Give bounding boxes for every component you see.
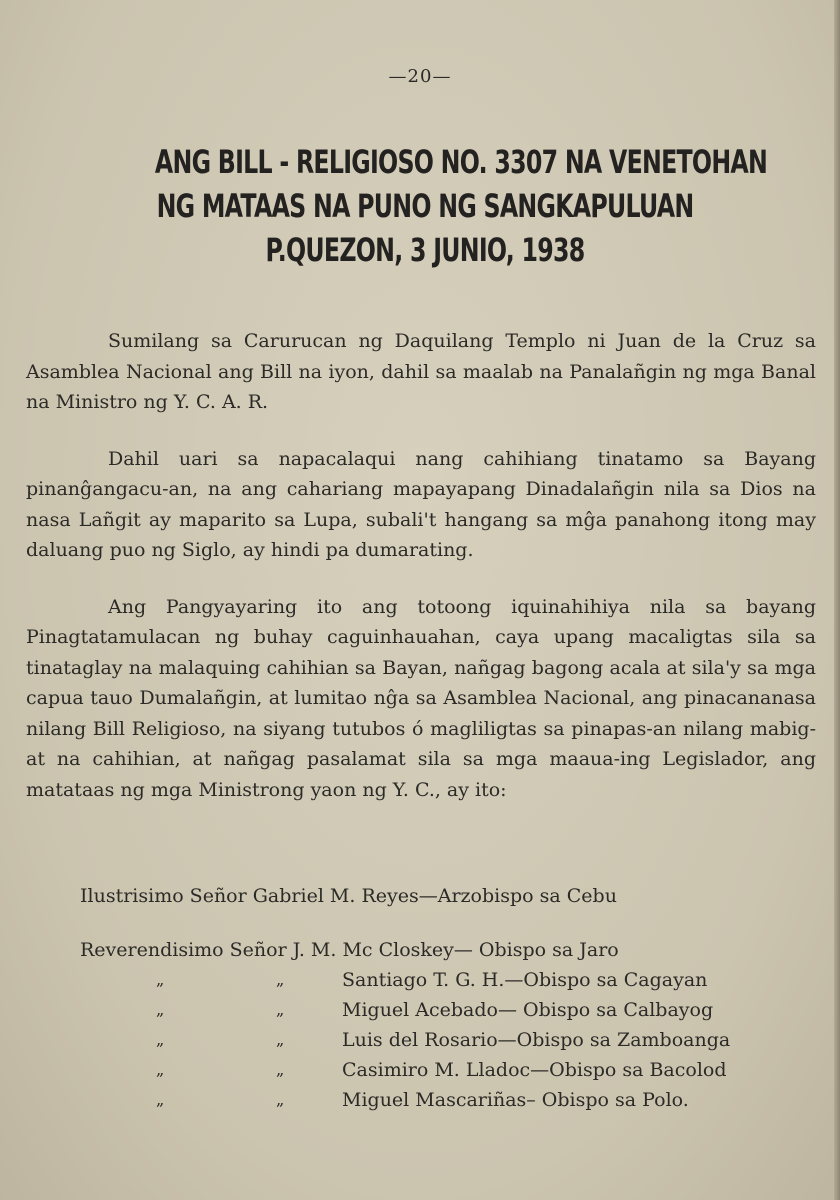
page-number: —20— (388, 66, 452, 87)
list-item (80, 995, 820, 1025)
page-title (154, 140, 768, 272)
clergy-list (80, 881, 820, 1115)
title-line-2: NG MATAAS NA PUNO NG SANGKAPULUAN (156, 187, 694, 225)
archbishop-line: Ilustrisimo Señor Gabriel M. Reyes—Arzobispo sa Cebu (80, 885, 617, 907)
ditto-mark: „ (276, 1030, 285, 1049)
ditto-mark: „ (276, 970, 285, 989)
ditto-mark: „ (276, 1090, 285, 1109)
ditto-mark: „ (156, 1090, 165, 1109)
ditto-mark: „ (156, 1000, 165, 1019)
ditto-mark: „ (156, 970, 165, 989)
title-line-3: P.QUEZON, 3 JUNIO, 1938 (265, 231, 585, 269)
list-item (80, 1085, 820, 1115)
title-line-1: ANG BILL - RELIGIOSO NO. 3307 NA VENETOHAN (154, 143, 768, 181)
list-item (80, 965, 820, 995)
ditto-mark: „ (276, 1060, 285, 1079)
paragraph-3: Ang Pangyayaring ito ang totoong iquinahihiya nila sa bayang Pinagtatamulacan ng buhay caguinhauahan, caya upang macaligtas sila sa tinataglay na malaquing cahihian sa Bayan, nañgag bagong acala at sila'y sa mga capua tauo Dumalañgin, at lumitao nĝa sa Asamblea Nacional, ang pinacananasa nilang Bill Religioso, na siyang tutubos ó magliligtas sa pinapas-an nilang mabig-at na cahihian, at nañgag pasalamat sila sa mga maaua-ing Legislador, ang matataas ng mga Ministrong yaon ng Y. C., ay ito: (26, 595, 816, 801)
bishop-entry: Luis del Rosario—Obispo sa Zamboanga (342, 1029, 731, 1051)
ditto-mark: „ (156, 1030, 165, 1049)
page-edge (834, 0, 840, 1200)
bishops-lead-line: Reverendisimo Señor J. M. Mc Closkey— Obispo sa Jaro (80, 939, 619, 961)
body-text (26, 326, 816, 831)
bishop-entry: Santiago T. G. H.—Obispo sa Cagayan (342, 969, 708, 991)
paragraph-1: Sumilang sa Carurucan ng Daquilang Templo ni Juan de la Cruz sa Asamblea Nacional ang Bill na iyon, dahil sa maalab na Panalañgin ng mga Banal na Ministro ng Y. C. A. R. (26, 330, 816, 413)
bishop-entry: Miguel Acebado— Obispo sa Calbayog (342, 999, 714, 1021)
list-item (80, 1055, 820, 1085)
ditto-mark: „ (276, 1000, 285, 1019)
list-item (80, 1025, 820, 1055)
bishop-entry: Casimiro M. Lladoc—Obispo sa Bacolod (342, 1059, 727, 1081)
ditto-mark: „ (156, 1060, 165, 1079)
bishop-entry: Miguel Mascariñas– Obispo sa Polo. (342, 1089, 689, 1111)
paragraph-2: Dahil uari sa napacalaqui nang cahihiang tinatamo sa Bayang pinanĝangacu-an, na ang cahariang mapayapang Dinadalañgin nila sa Dios na nasa Lañgit ay maparito sa Lupa, subali't hangang sa mĝa panahong itong may daluang puo ng Siglo, ay hindi pa dumarating. (26, 447, 816, 561)
